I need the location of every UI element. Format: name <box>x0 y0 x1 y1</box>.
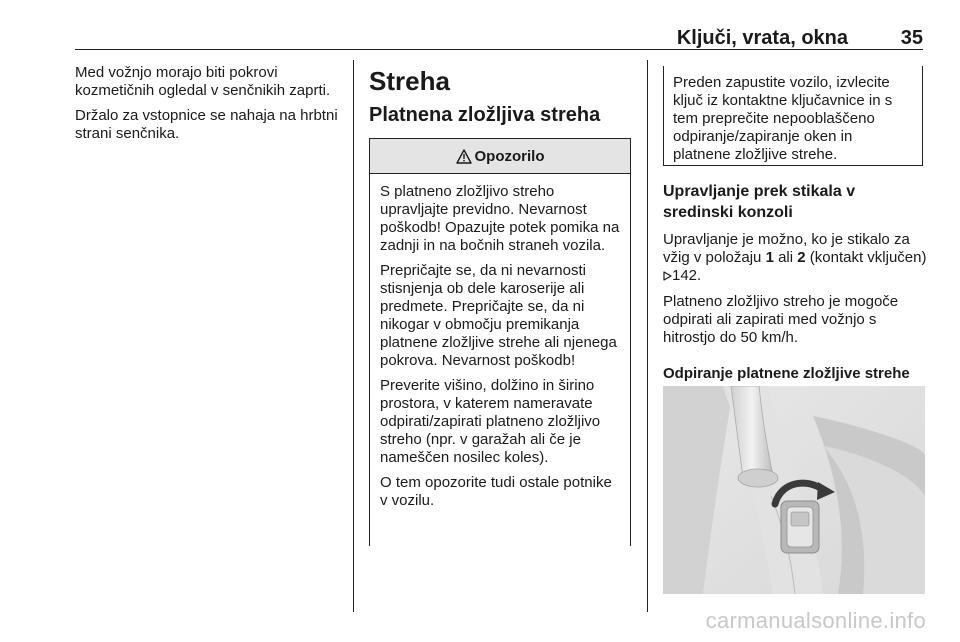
chapter-title: Ključi, vrata, okna <box>676 27 848 49</box>
warning-header <box>369 138 631 174</box>
paragraph: O tem opozorite tudi ostale potnike v vozilu. <box>380 474 612 509</box>
console-switch-illustration <box>663 386 925 594</box>
paragraph: Upravljanje je možno, ko je stikalo za vžig v položaju 1 ali 2 (kontakt vključen) 142. <box>663 231 927 284</box>
column-2 <box>369 64 631 127</box>
center-console-image <box>663 386 925 594</box>
page-reference-icon <box>663 271 672 281</box>
header-rule <box>75 49 923 50</box>
subsection-heading: Platnena zložljiva streha <box>369 104 601 126</box>
column-3 <box>663 181 928 382</box>
paragraph: Držalo za vstopnice se nahaja na hrbtni strani senčnika. <box>75 107 338 142</box>
warning-box <box>369 138 631 546</box>
note-box <box>663 66 923 166</box>
ignition-position-2: 2 <box>797 249 806 266</box>
section-heading: Upravljanje prek stikala v sredinski konzoli <box>663 183 856 221</box>
paragraph: Preverite višino, dolžino in širino prostora, v katerem nameravate odpirati/zapirati platneno zložljivo streho (npr. v garažah ali če je nameščen nosilec koles). <box>380 377 601 466</box>
paragraph: Platneno zložljivo streho je mogoče odpirati ali zapirati med vožnjo s hitrostjo do 50 km/h. <box>663 293 899 346</box>
column-divider-1 <box>353 60 354 612</box>
column-divider-2 <box>647 60 648 612</box>
warning-body <box>369 174 631 546</box>
subsection-heading: Odpiranje platnene zložljive strehe <box>663 365 910 382</box>
page-reference: 142. <box>672 267 702 284</box>
section-heading: Streha <box>369 66 450 96</box>
watermark: carmanualsonline.info <box>705 608 926 633</box>
page-number: 35 <box>900 27 923 49</box>
warning-triangle-icon <box>456 149 472 164</box>
ignition-position-1: 1 <box>765 249 774 266</box>
warning-title: Opozorilo <box>474 147 545 165</box>
paragraph: S platneno zložljivo streho upravljajte previdno. Nevarnost poškodb! Opazujte potek pomika na zadnji in na bočnih straneh vozila. <box>380 183 620 254</box>
note-text: Preden zapustite vozilo, izvlecite ključ iz kontaktne ključavnice in s tem preprečite nepooblaščeno odpiranje/zapiranje oken in platnene zložljive strehe. <box>673 74 893 163</box>
paragraph: Prepričajte se, da ni nevarnosti stisnjenja ob dele karoserije ali predmete. Prepričajte se, da ni nikogar v območju premikanja platnene zložljive strehe ali njenega pokrova. Nevarnost poškodb! <box>380 262 617 369</box>
column-1 <box>75 64 340 143</box>
paragraph: Med vožnjo morajo biti pokrovi kozmetičnih ogledal v senčnikih zaprti. <box>75 64 331 99</box>
